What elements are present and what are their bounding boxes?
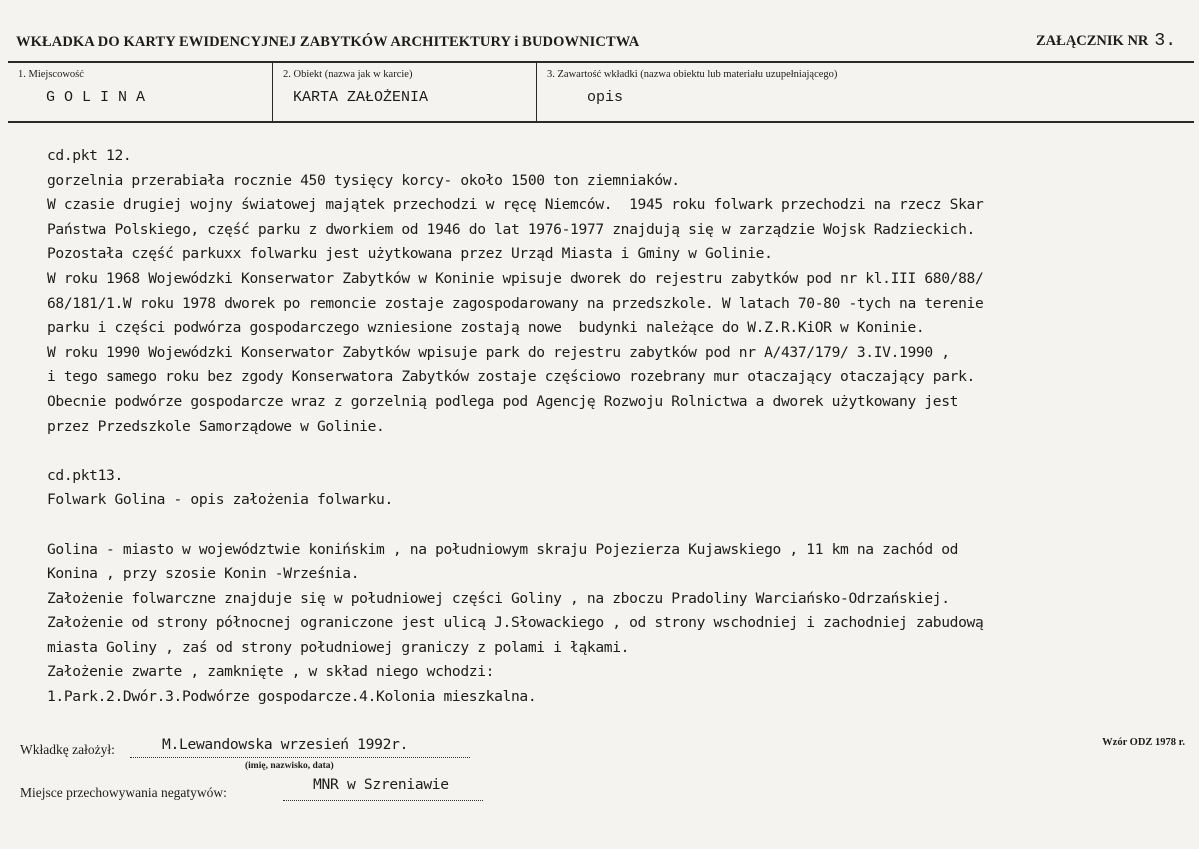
field-place-label: 1. Miejscowość [18,69,84,80]
body-line: Założenie folwarczne znajduje się w południowej części Goliny , na zboczu Pradoliny Warciańsko-Odrzańskiej. [47,589,950,607]
field-place-value: GOLINA [46,89,155,106]
body-line: Państwa Polskiego, część parku z dworkiem od 1946 do lat 1976-1977 znajdują się w zarządzie Wojsk Radzieckich. [47,220,975,238]
body-gap [47,439,1192,464]
field-content-value: opis [587,89,624,106]
annex-number: 3. [1154,31,1176,51]
form-fields [8,63,1194,123]
form-title: WKŁADKA DO KARTY EWIDENCYJNEJ ZABYTKÓW ARCHITEKTURY i BUDOWNICTWA [16,34,640,50]
field-object [273,63,537,121]
annex-label-text: ZAŁĄCZNIK NR [1036,33,1149,49]
author-label: Wkładkę założył: [20,742,115,757]
body-line: gorzelnia przerabiała rocznie 450 tysięcy korcy- około 1500 ton ziemniaków. [47,171,680,189]
storage-value: MNR w Szreniawie [313,776,449,793]
body-line: 1.Park.2.Dwór.3.Podwórze gospodarcze.4.Kolonia mieszkalna. [47,688,537,706]
body-line: przez Przedszkole Samorządowe w Golinie. [47,417,385,435]
body-line: Założenie od strony północnej ograniczone jest ulicą J.Słowackiego , od strony wschodniej i zachodniej zabudową [47,614,984,632]
body-line: miasta Goliny , zaś od strony południowej graniczy z polami i łąkami. [47,638,630,656]
body-line: Konina , przy szosie Konin -Września. [47,565,360,583]
body-line: W czasie drugiej wojny światowej majątek przechodzi w ręcę Niemców. 1945 roku folwark przechodzi na rzecz Skar [47,196,984,214]
body-line: Folwark Golina - opis założenia folwarku. [47,491,393,509]
body-gap [47,513,1192,538]
body-line: i tego samego roku bez zgody Konserwatora Zabytków zostaje częściowo rozebrany mur otaczający otaczający park. [47,368,975,386]
body-line: cd.pkt 12. [47,147,132,164]
form-code: Wzór ODZ 1978 r. [1102,737,1185,748]
field-content-label: 3. Zawartość wkładki (nazwa obiektu lub materiału uzupełniającego) [547,69,838,80]
storage-label: Miejsce przechowywania negatywów: [20,785,227,800]
body-line: Obecnie podwórze gospodarcze wraz z gorzelnią podlega pod Agencję Rozwoju Rolnictwa a dworek użytkowany jest [47,392,959,410]
typed-body [47,144,1192,710]
body-line: W roku 1968 Wojewódzki Konserwator Zabytków w Koninie wpisuje dworek do rejestru zabytków pod nr kl.III 680/88/ [47,269,984,287]
field-content [537,63,1194,121]
form-header [16,30,1192,60]
annex-label [1036,31,1176,51]
field-object-value: KARTA ZAŁOŻENIA [293,89,429,106]
field-place [8,63,273,121]
body-line: Pozostała część parkuxx folwarku jest użytkowana przez Urząd Miasta i Gminy w Golinie. [47,245,773,263]
field-object-label: 2. Obiekt (nazwa jak w karcie) [283,69,413,80]
body-line: 68/181/1.W roku 1978 dworek po remoncie zostaje zagospodarowany na przedszkole. W latach 70-80 -tych na terenie [47,294,984,312]
body-line: W roku 1990 Wojewódzki Konserwator Zabytków wpisuje park do rejestru zabytków pod nr A/437/179/ 3.IV.1990 , [47,343,950,361]
body-line: parku i części podwórza gospodarczego wzniesione zostają nowe budynki należące do W.Z.R.KiOR w Koninie. [47,319,925,337]
body-line: Golina - miasto w województwie konińskim , na południowym skraju Pojezierza Kujawskiego , 11 km na zachód od [47,540,959,558]
author-value: M.Lewandowska wrzesień 1992r. [162,736,409,753]
author-dotted-line [130,757,470,758]
body-line: Założenie zwarte , zamknięte , w skład niego wchodzi: [47,663,495,681]
author-note: (imię, nazwisko, data) [245,761,334,771]
storage-dotted-line [283,800,483,801]
body-line: cd.pkt13. [47,466,123,484]
